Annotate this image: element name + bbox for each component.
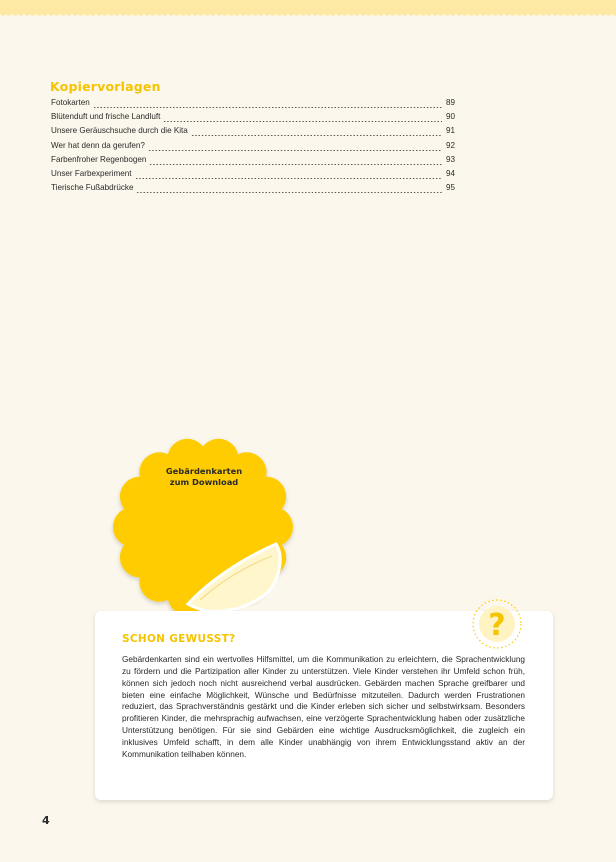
- toc-leader-dots: [135, 178, 442, 179]
- page-number: 4: [42, 814, 50, 827]
- toc-entry-page: 91: [445, 126, 455, 136]
- question-mark-icon: [470, 597, 524, 651]
- table-of-contents: [51, 98, 455, 197]
- toc-entry-page: 94: [445, 168, 455, 178]
- top-decorative-strip: [0, 0, 616, 14]
- info-box-title: SCHON GEWUSST?: [122, 633, 236, 645]
- toc-entry[interactable]: [51, 183, 455, 197]
- toc-entry-page: 92: [445, 140, 455, 150]
- toc-leader-dots: [163, 121, 442, 122]
- toc-entry-title: Tierische Fußabdrücke: [51, 183, 134, 193]
- toc-entry[interactable]: [51, 169, 455, 183]
- toc-entry[interactable]: [51, 112, 455, 126]
- toc-entry[interactable]: [51, 126, 455, 140]
- toc-leader-dots: [191, 135, 442, 136]
- strip-scalloped-edge: [0, 13, 616, 18]
- toc-entry-title: Fotokarten: [51, 98, 90, 107]
- badge-label-line1: Gebärdenkarten: [165, 466, 243, 476]
- svg-text:?: ?: [488, 608, 506, 643]
- badge-label-line2: zum Download: [169, 477, 239, 487]
- toc-leader-dots: [148, 150, 442, 151]
- toc-leader-dots: [93, 107, 442, 108]
- toc-leader-dots: [136, 192, 442, 193]
- toc-entry[interactable]: [51, 141, 455, 155]
- toc-entry-title: Unser Farbexperiment: [51, 168, 132, 178]
- badge-label: [154, 466, 254, 488]
- section-title: Kopiervorlagen: [50, 79, 161, 94]
- info-box-body: Gebärdenkarten sind ein wertvolles Hilfsmittel, um die Kommunikation zu erleichtern, die Sprachentwicklung zu fördern und die Partizipation aller Kinder zu unterstützen. Viele Kinder verstehen ihr Umfeld schon früh, können sich jedoch noch nicht ausreichend verbal ausdrücken. Gebärden machen Sprache greifbarer und bieten eine einfache Möglichkeit, Wünsche und Bedürfnisse mitzuteilen. Dadurch werden Frustrationen reduziert, das Sprachverständnis gestärkt und die Kinder erleben sich sicher und selbstwirksam. Besonders profitieren Kinder, die mehrsprachig aufwachsen, eine verzögerte Sprachentwicklung haben oder zusätzliche Unterstützung benötigen. Für sie sind Gebärden eine wichtige Ausdrucksmöglichkeit, die zugleich ein inklusives Umfeld schafft, in dem alle Kinder unabhängig von ihrem Entwicklungsstand aktiv an der Kommunikation teilhaben können.: [122, 655, 525, 759]
- toc-entry[interactable]: [51, 98, 455, 112]
- toc-leader-dots: [149, 164, 442, 165]
- toc-entry-title: Wer hat denn da gerufen?: [51, 140, 145, 150]
- toc-entry-title: Blütenduft und frische Landluft: [51, 112, 161, 122]
- toc-entry-title: Unsere Geräuschsuche durch die Kita: [51, 126, 188, 136]
- toc-entry-page: 90: [445, 112, 455, 122]
- toc-entry-title: Farbenfroher Regenbogen: [51, 154, 147, 164]
- toc-entry-page: 95: [445, 183, 455, 193]
- toc-entry-page: 89: [445, 98, 455, 107]
- toc-entry-page: 93: [445, 154, 455, 164]
- download-badge-sticker[interactable]: [108, 432, 303, 622]
- toc-entry[interactable]: [51, 155, 455, 169]
